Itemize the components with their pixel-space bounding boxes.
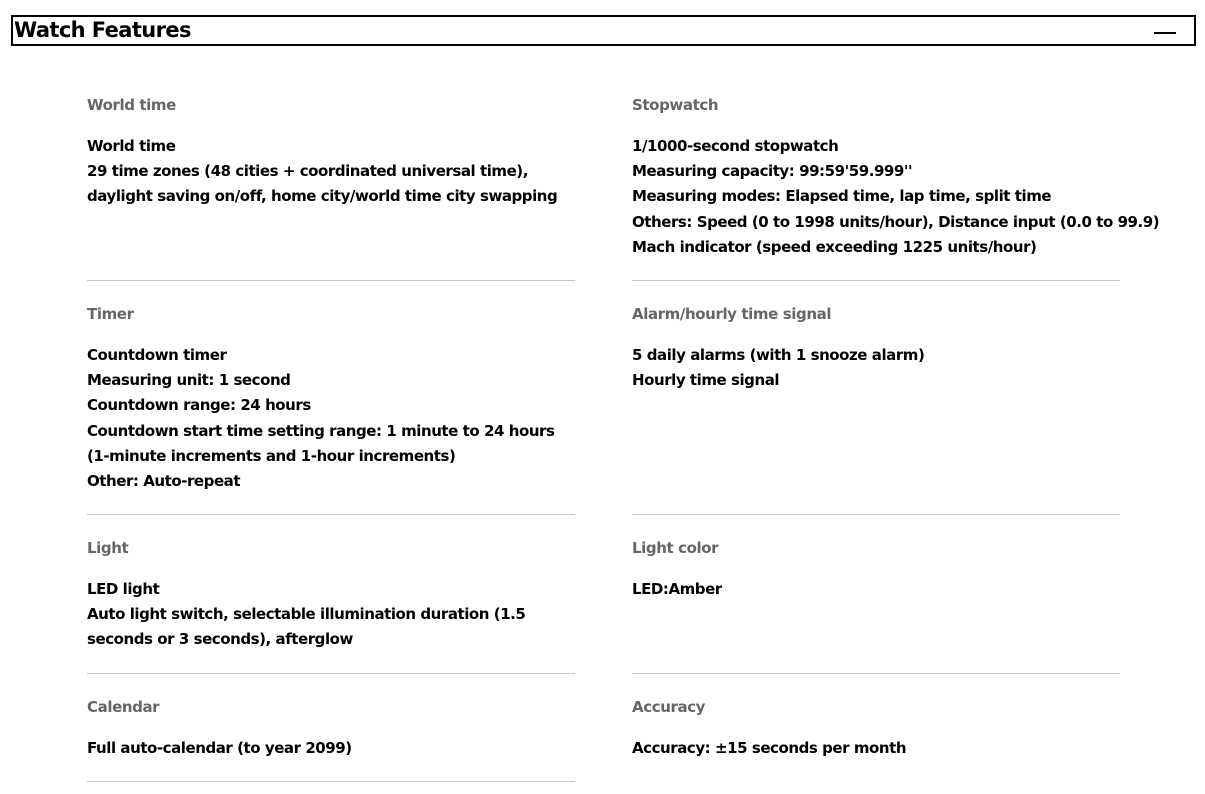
feature-line: 5 daily alarms (with 1 snooze alarm) [632, 346, 925, 364]
feature-line: Hourly time signal [632, 371, 780, 390]
feature-value [87, 134, 575, 210]
feature-line: Auto light switch, selectable illumination duration (1.5 seconds or 3 seconds), afterglow [87, 605, 526, 649]
feature-label: Timer [87, 305, 134, 323]
feature-line: Other: Auto-repeat [87, 472, 241, 491]
feature-line: World time [87, 137, 176, 155]
feature-line: Accuracy: ±15 seconds per month [632, 739, 907, 757]
feature-line: Full auto-calendar (to year 2099) [87, 739, 352, 757]
section-title: Watch Features [14, 18, 191, 42]
feature-line: LED light [87, 580, 160, 598]
feature-value [632, 343, 1120, 393]
feature-value [632, 134, 1160, 260]
feature-value [632, 577, 1120, 602]
feature-light [87, 538, 575, 674]
feature-line: Countdown start time setting range: 1 minute to 24 hours (1-minute increments and 1-hour increments) [87, 421, 555, 465]
feature-accuracy [632, 697, 1120, 781]
feature-light-color [632, 538, 1120, 674]
feature-line: 29 time zones (48 cities + coordinated universal time), daylight saving on/off, home city/world time city swapping [87, 162, 558, 206]
feature-label: World time [87, 96, 176, 114]
watch-features-toggle[interactable] [11, 15, 1196, 46]
feature-line: Countdown range: 24 hours [87, 396, 311, 415]
feature-world-time [87, 95, 575, 281]
feature-label: Light color [632, 539, 719, 557]
feature-label: Accuracy [632, 698, 706, 716]
feature-line: LED:Amber [632, 580, 722, 598]
feature-line: Measuring capacity: 99:59'59.999'' [632, 162, 913, 181]
feature-line: Countdown timer [87, 346, 227, 364]
feature-value [87, 577, 575, 653]
feature-label: Stopwatch [632, 96, 719, 114]
feature-label: Alarm/hourly time signal [632, 305, 832, 323]
feature-stopwatch [632, 95, 1160, 281]
feature-value [632, 736, 1120, 761]
collapse-minus-icon[interactable] [1154, 21, 1176, 41]
feature-alarm [632, 304, 1120, 515]
feature-calendar [87, 697, 575, 782]
feature-label: Calendar [87, 698, 160, 716]
feature-line: Measuring modes: Elapsed time, lap time, split time [632, 187, 1052, 206]
feature-line: Measuring unit: 1 second [87, 371, 291, 390]
feature-line: Others: Speed (0 to 1998 units/hour), Distance input (0.0 to 99.9) [632, 212, 1160, 231]
feature-label: Light [87, 539, 129, 557]
feature-line: Mach indicator (speed exceeding 1225 units/hour) [632, 237, 1037, 256]
feature-timer [87, 304, 575, 515]
feature-value [87, 736, 575, 761]
feature-line: 1/1000-second stopwatch [632, 137, 839, 155]
feature-value [87, 343, 575, 494]
